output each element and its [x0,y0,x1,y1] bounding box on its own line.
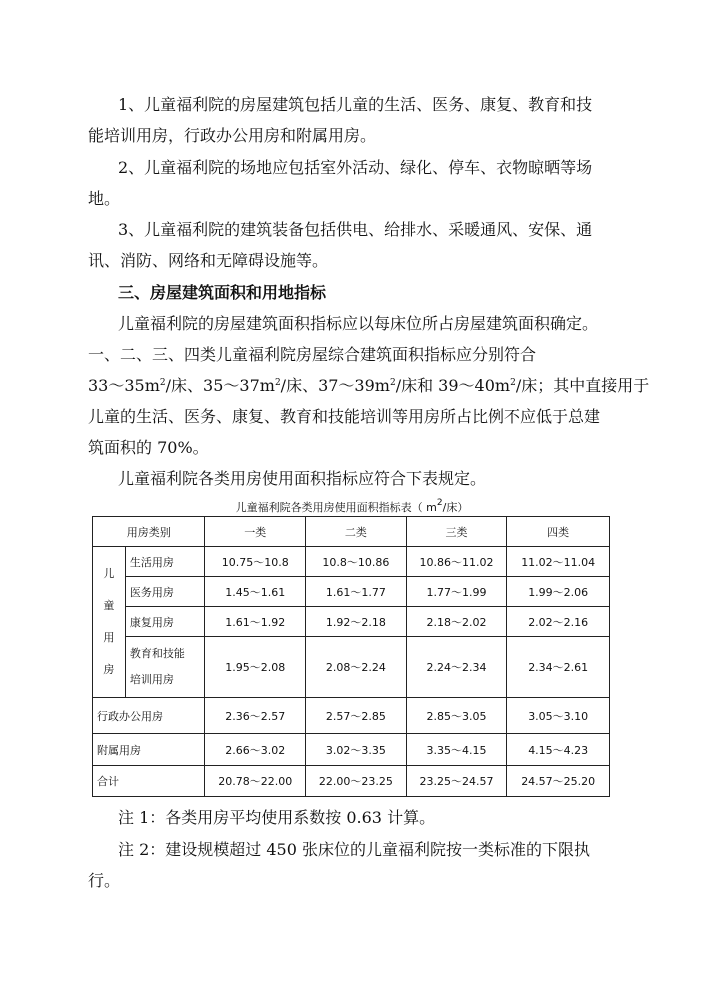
row-label: 合计 [93,766,205,797]
superscript-2: 2 [159,378,166,388]
row-label: 医务用房 [125,577,205,607]
paragraph-5: 儿童福利院各类用房使用面积指标应符合下表规定。 [118,469,487,488]
table-cell: 3.02～3.35 [306,734,407,766]
superscript-2: 2 [510,378,516,388]
table-cell: 24.57～25.20 [507,766,610,797]
table-cell: 2.36～2.57 [205,698,306,734]
area-range-3: /床、37～39m [280,376,390,395]
header-class-2: 二类 [306,517,407,547]
table-cell: 2.66～3.02 [205,734,306,766]
table-cell: 3.05～3.10 [507,698,610,734]
table-row [93,547,610,577]
paragraph-2-line-1: 2、儿童福利院的场地应包括室外活动、绿化、停车、衣物晾晒等场 [118,158,593,177]
paragraph-3-line-2: 讯、消防、网络和无障碍设施等。 [88,251,329,270]
paragraph-1-line-2: 能培训用房，行政办公用房和附属用房。 [88,126,377,145]
table-cell: 4.15～4.23 [507,734,610,766]
table-cell: 1.61～1.92 [205,607,306,637]
table-cell: 1.61～1.77 [306,577,407,607]
paragraph-1-line-1: 1、儿童福利院的房屋建筑包括儿童的生活、医务、康复、教育和技 [118,95,593,114]
table-cell: 1.77～1.99 [406,577,507,607]
table-cell: 10.86～11.02 [406,547,507,577]
superscript-2: 2 [274,378,281,388]
table-cell: 2.34～2.61 [507,637,610,698]
section-heading: 三、房屋建筑面积和用地指标 [118,283,327,302]
paragraph-4-line-5: 筑面积的 70%。 [88,438,209,457]
paragraph-3-line-1: 3、儿童福利院的建筑装备包括供电、给排水、采暖通风、安保、通 [118,220,593,239]
table-cell: 2.08～2.24 [306,637,407,698]
table-row [93,577,610,607]
paragraph-4-line-2: 一、二、三、四类儿童福利院房屋综合建筑面积指标应分别符合 [88,345,537,364]
paragraph-2-line-2: 地。 [88,189,121,208]
table-row [93,698,610,734]
table-cell: 2.57～2.85 [306,698,407,734]
table-cell: 11.02～11.04 [507,547,610,577]
note-1: 注 1：各类用房平均使用系数按 0.63 计算。 [118,808,436,827]
table-row [93,766,610,797]
paragraph-4-line-3 [88,376,649,396]
table-cell: 2.18～2.02 [406,607,507,637]
row-label: 康复用房 [125,607,205,637]
row-label: 生活用房 [125,547,205,577]
paragraph-4-line-4: 儿童的生活、医务、康复、教育和技能培训等用房所占比例不应低于总建 [88,407,601,426]
superscript-2: 2 [436,498,443,508]
table-cell: 2.85～3.05 [406,698,507,734]
table-header-row [93,517,610,547]
table-cell: 22.00～23.25 [306,766,407,797]
table-cell: 2.24～2.34 [406,637,507,698]
table-cell: 1.92～2.18 [306,607,407,637]
table-title: 儿童福利院各类用房使用面积指标表（ $m^2/$床） [235,498,469,514]
table-cell: 23.25～24.57 [406,766,507,797]
table-cell: 10.75～10.8 [205,547,306,577]
child-rooms-group-label: 儿 童 用 房 [93,547,126,698]
note-2-line-1: 注 2：建设规模超过 450 张床位的儿童福利院按一类标准的下限执 [118,840,590,859]
area-index-table [92,516,610,797]
header-class-4: 四类 [507,517,610,547]
superscript-2: 2 [389,378,396,388]
table-row [93,734,610,766]
table-cell: 1.45～1.61 [205,577,306,607]
table-row [93,637,610,698]
table-cell: 20.78～22.00 [205,766,306,797]
table-cell: 1.95～2.08 [205,637,306,698]
row-label: 教育和技能 培训用房 [125,637,205,698]
area-range-1: 33～35m [88,376,160,395]
row-label: 附属用房 [93,734,205,766]
table-row [93,607,610,637]
header-category: 用房类别 [93,517,205,547]
table-cell: 1.99～2.06 [507,577,610,607]
header-class-3: 三类 [406,517,507,547]
table-cell: 3.35～4.15 [406,734,507,766]
note-2-line-2: 行。 [88,871,121,890]
table-cell: 2.02～2.16 [507,607,610,637]
area-range-tail: /床；其中直接用于 [515,376,650,395]
paragraph-4-line-1: 儿童福利院的房屋建筑面积指标应以每床位所占房屋建筑面积确定。 [118,314,599,333]
area-range-4: /床和 39～40m [395,376,511,395]
row-label: 行政办公用房 [93,698,205,734]
table-cell: 10.8～10.86 [306,547,407,577]
header-class-1: 一类 [205,517,306,547]
area-range-2: /床、35～37m [165,376,275,395]
